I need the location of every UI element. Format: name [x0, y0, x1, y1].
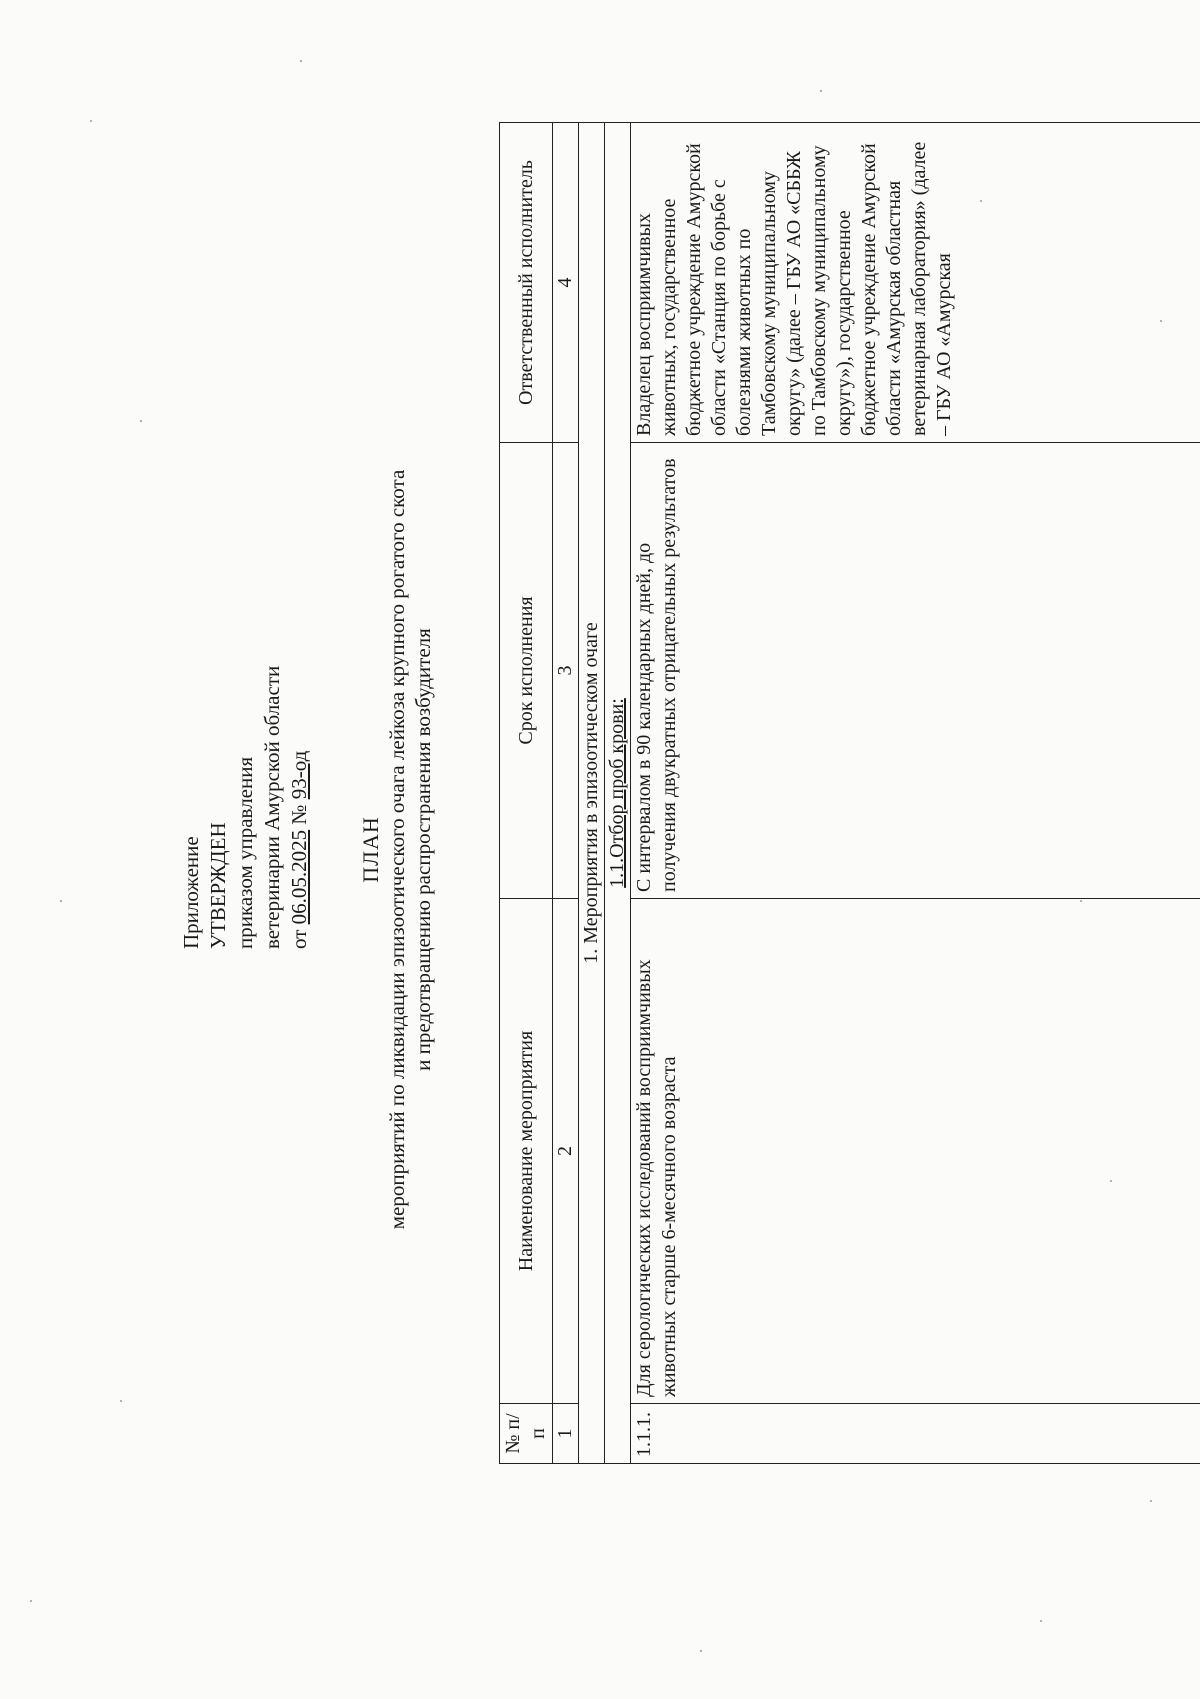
section-title: 1. Мероприятия в эпизоотическом очаге	[579, 123, 605, 1464]
plan-subtitle-2: и предотвращению распространения возбудителя	[411, 628, 435, 1071]
approval-date: 06.05.2025	[287, 829, 311, 925]
scan-speck	[60, 900, 62, 902]
scan-speck	[300, 60, 302, 62]
scan-speck	[120, 1400, 122, 1402]
approval-date-line	[286, 666, 313, 949]
scan-speck	[820, 90, 822, 92]
header-responsible: Ответственный исполнитель	[500, 123, 553, 443]
column-number: 4	[553, 123, 579, 443]
approval-number: 93-од	[287, 750, 311, 800]
scan-speck	[1160, 320, 1162, 322]
scan-speck	[700, 1650, 702, 1652]
column-number: 1	[553, 1404, 579, 1464]
scan-speck	[1150, 1500, 1152, 1502]
scan-speck	[1040, 1620, 1042, 1622]
plan-subtitle-1: мероприятий по ликвидации эпизоотического очага лейкоза крупного рогатого скота	[385, 469, 409, 1230]
plan-table	[499, 122, 1200, 1464]
approval-block	[178, 666, 313, 949]
subsection-text: 1.1.Отбор проб крови:	[606, 698, 628, 888]
approval-appendix: Приложение	[179, 836, 203, 949]
section-row	[579, 123, 605, 1464]
table-row	[631, 123, 1200, 1464]
scan-speck	[980, 200, 982, 202]
title-block	[358, 0, 436, 1699]
subsection-title	[605, 123, 631, 1464]
plan-heading: ПЛАН	[358, 816, 383, 883]
subsection-row	[605, 123, 631, 1464]
number-prefix: №	[287, 799, 311, 830]
row-term: С интервалом в 90 календарных дней, до получения двукратных отрицательных результатов	[631, 443, 1200, 899]
column-number-row	[553, 123, 579, 1464]
row-responsible: Владелец восприимчивых животных, государственное бюджетное учреждение Амурской области «Станция по борьбе с болезнями животных по Тамбовскому муниципальному округу» (далее – ГБУ АО «СББЖ по Тамбовскому муниципальному округу»), государственное бюджетное учреждение Амурской области «Амурская областная ветеринарная лаборатория» (далее – ГБУ АО «Амурская	[631, 123, 1200, 443]
row-number: 1.1.1.	[631, 1404, 1200, 1464]
date-prefix: от	[287, 924, 311, 949]
scan-speck	[140, 420, 142, 422]
header-term: Срок исполнения	[500, 443, 553, 899]
scan-speck	[1110, 1180, 1112, 1182]
approval-authority: ветеринарии Амурской области	[260, 665, 284, 949]
scan-speck	[30, 1600, 32, 1602]
scan-speck	[90, 120, 92, 122]
header-name: Наименование мероприятия	[500, 899, 553, 1404]
approval-order: приказом управления	[233, 756, 257, 949]
header-num: № п/п	[500, 1404, 553, 1464]
column-number: 3	[553, 443, 579, 899]
column-number: 2	[553, 899, 579, 1404]
scan-speck	[1080, 900, 1082, 902]
approval-approved: УТВЕРЖДЕН	[206, 822, 230, 949]
row-name: Для серологических исследований восприимчивых животных старше 6-месячного возраста	[631, 899, 1200, 1404]
header-row	[500, 123, 553, 1464]
